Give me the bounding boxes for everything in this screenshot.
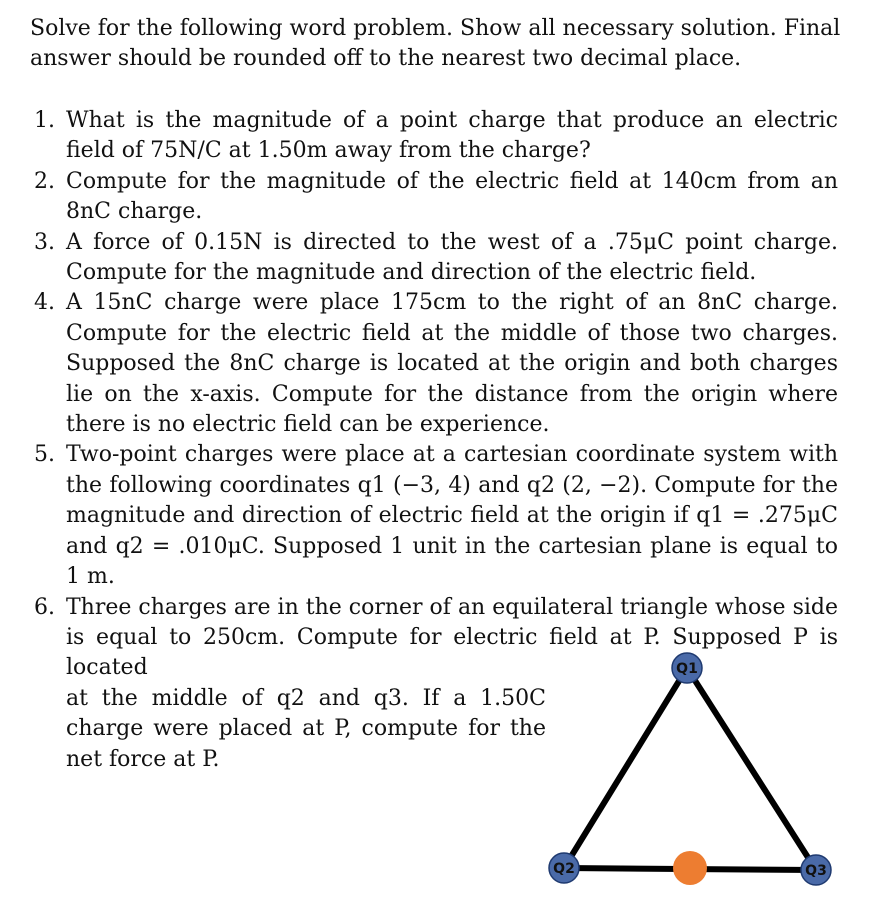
triangle-diagram (540, 650, 840, 890)
problem-text: What is the magnitude of a point charge that produce an electric field of 75N/C at 1.50m away from the charge? (66, 108, 838, 164)
problem-5 (30, 440, 838, 592)
problem-text: Compute for the magnitude of the electric field at 140cm from an 8nC charge. (66, 168, 838, 225)
problem-number: 6. (34, 594, 55, 620)
problem-2 (30, 167, 838, 228)
problem-text: A 15nC charge were place 175cm to the right of an 8nC charge. Compute for the electric field at the middle of those two charges. Supposed the 8nC charge is located at the origin and both charges lie on the x-axis. Compute for the distance from the origin where there is no electric field can be experience. (66, 290, 838, 438)
edge-q1-q3 (687, 668, 816, 870)
problem-number: 1. (34, 108, 55, 133)
problem-4 (30, 288, 838, 440)
problem-text: Three charges are in the corner of an equilateral triangle whose side is equal to 250cm. Compute for electric field at P. Supposed P is located (66, 594, 838, 681)
problem-number: 2. (34, 168, 55, 194)
problem-number: 4. (34, 290, 55, 316)
triangle-svg (540, 650, 840, 890)
problem-1 (30, 106, 838, 167)
charge-q1-label: Q1 (676, 661, 698, 677)
instructions: Solve for the following word problem. Show all necessary solution. Final answer should be rounded off to the nearest two decimal place. (30, 16, 841, 71)
charge-q2-label: Q2 (553, 861, 575, 877)
problem-3 (30, 228, 838, 289)
problem-text-continued: at the middle of q2 and q3. If a 1.50C charge were placed at P, compute for the net force at P. (66, 685, 546, 772)
problem-number: 5. (34, 442, 55, 468)
edge-q1-q2 (564, 668, 687, 868)
point-p-marker (673, 851, 707, 885)
problem-number: 3. (34, 229, 55, 255)
problem-text: A force of 0.15N is directed to the west of a .75μC point charge. Compute for the magnitude and direction of the electric field. (66, 229, 838, 286)
charge-q3-label: Q3 (805, 863, 827, 879)
problem-text: Two-point charges were place at a cartesian coordinate system with the following coordinates q1 (−3, 4) and q2 (2, −2). Compute for the magnitude and direction of electric field at the origin if q1 = .275μC and q2 = .010μC. Supposed 1 unit in the cartesian plane is equal to 1 m. (66, 442, 838, 590)
